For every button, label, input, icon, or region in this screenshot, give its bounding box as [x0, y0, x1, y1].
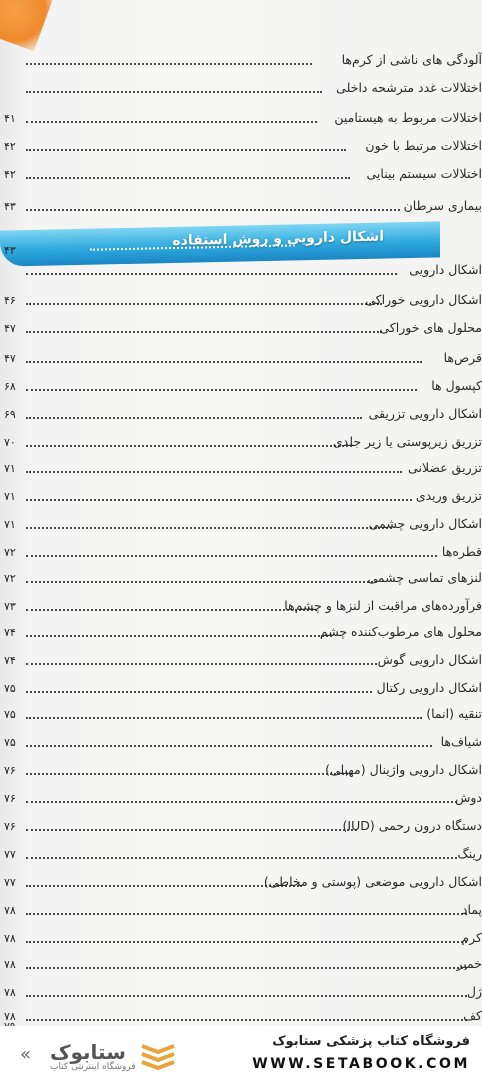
- toc-leader-dots: [26, 773, 352, 775]
- chapter-banner: [0, 221, 440, 266]
- toc-leader-dots: [26, 331, 382, 333]
- store-name: فروشگاه کتاب پزشکی ستابوک: [272, 1034, 470, 1049]
- toc-page-number: ۴۱: [4, 112, 16, 125]
- toc-entry: [4, 790, 482, 810]
- toc-entry-title: ژل: [466, 984, 482, 999]
- toc-entry-title: اختلالات سیستم بینایی: [366, 166, 482, 181]
- toc-page-number: ۷۸: [4, 986, 16, 999]
- toc-entry-title: اشکال دارویی موضعی (پوستی و مخاطی): [263, 874, 482, 889]
- toc-page-number: ۷۸: [4, 904, 16, 917]
- toc-page-number: ۷۲: [4, 546, 16, 559]
- toc-entry-title: اشکال دارویی رکتال: [376, 680, 482, 695]
- toc-entry: [4, 956, 482, 976]
- toc-entry-title: تزریق وریدی: [415, 488, 482, 503]
- toc-page-number: ۷۱: [4, 518, 16, 531]
- toc-entry: [4, 378, 482, 398]
- chapter-page-number: ۴۳: [4, 244, 16, 257]
- toc-entry: [4, 984, 482, 1004]
- toc-page-number: ۷۸: [4, 1010, 16, 1023]
- toc-entry: [4, 570, 482, 590]
- toc-leader-dots: [26, 361, 422, 363]
- toc-leader-dots: [26, 303, 382, 305]
- toc-leader-dots: [26, 149, 346, 151]
- toc-page-number: ۷۱: [4, 462, 16, 475]
- toc-page-number: ۴۳: [4, 200, 16, 213]
- toc-page-number: ۷۶: [4, 820, 16, 833]
- toc-entry-title: تزریق عضلانی: [408, 460, 482, 475]
- toc-leader-dots: [26, 663, 377, 665]
- toc-entry-title: اشکال دارویی گوش: [377, 652, 482, 667]
- toc-entry-title: خمیر: [456, 956, 482, 971]
- logo-arrows-icon: «: [20, 1044, 32, 1065]
- toc-leader-dots: [26, 121, 317, 123]
- toc-leader-dots: [26, 63, 312, 65]
- toc-entry: [4, 624, 482, 644]
- toc-page-number: ۷۰: [4, 436, 16, 449]
- toc-leader-dots: [26, 941, 467, 943]
- toc-entry: [4, 734, 482, 754]
- toc-leader-dots: [26, 471, 402, 473]
- toc-entry-title: لنزهای تماسی چشمی: [367, 570, 482, 585]
- toc-leader-dots: [26, 389, 417, 391]
- toc-leader-dots: [26, 177, 350, 179]
- toc-page-number: ۴۶: [4, 294, 16, 307]
- toc-leader-dots: [26, 609, 317, 611]
- toc-entry-title: قرص‌ها: [443, 350, 482, 365]
- toc-entry: [4, 706, 482, 726]
- toc-entry: [4, 80, 482, 100]
- toc-page-number: ۷۶: [4, 764, 16, 777]
- toc-leader-dots: [26, 555, 437, 557]
- toc-leader-dots: [26, 417, 362, 419]
- toc-entry: [4, 598, 482, 618]
- toc-page-number: ۷۷: [4, 876, 16, 889]
- toc-entry-title: اشکال دارویی: [409, 262, 482, 277]
- toc-page-number: ۶۹: [4, 408, 16, 421]
- toc-entry: [4, 652, 482, 672]
- toc-entry-title: تنقیه (انما): [426, 706, 482, 721]
- toc-entry: [4, 762, 482, 782]
- toc-entry-title: کف: [463, 1008, 482, 1023]
- orange-cover-corner: [0, 0, 61, 51]
- toc-entry: [4, 488, 482, 508]
- toc-entry: [4, 680, 482, 700]
- toc-leader-dots: [26, 829, 357, 831]
- toc-leader-dots: [26, 801, 457, 803]
- toc-leader-dots: [26, 445, 352, 447]
- toc-entry: [4, 846, 482, 866]
- toc-leader-dots: [26, 527, 392, 529]
- toc-page-number: ۷۵: [4, 736, 16, 749]
- toc-entry: [4, 138, 482, 158]
- toc-entry-title: رینگ: [457, 846, 482, 861]
- toc-entry-title: بیماری سرطان: [403, 198, 482, 213]
- toc-page-number: ۷۸: [4, 932, 16, 945]
- toc-leader-dots: [26, 581, 377, 583]
- toc-entry-title: محلول های مرطوب‌کننده چشم: [319, 624, 482, 639]
- toc-entry-title: محلول های خوراکی: [379, 320, 482, 335]
- store-url-link[interactable]: WWW.SETABOOK.COM: [252, 1056, 470, 1072]
- toc-entry-title: اختلالات مربوط به هیستامین: [334, 110, 482, 125]
- toc-entry-title: پماد: [461, 902, 482, 917]
- toc-entry: [4, 320, 482, 340]
- toc-leader-dots: [26, 857, 457, 859]
- toc-page-number: ۴۲: [4, 140, 16, 153]
- toc-page-number: ۷۵: [4, 682, 16, 695]
- toc-leader-dots: [26, 967, 467, 969]
- toc-leader-dots: [26, 745, 432, 747]
- chapter-title: اشکال دارویی و روش استفاده: [172, 228, 384, 249]
- toc-leader-dots: [26, 209, 400, 211]
- toc-entry-title: اشکال دارویی چشمی: [368, 516, 482, 531]
- toc-page-number: ۴۷: [4, 322, 16, 335]
- toc-page-number: ۴۷: [4, 352, 16, 365]
- toc-entry-title: فرآورده‌های مراقبت از لنزها و چشم‌ها: [284, 598, 482, 613]
- toc-leader-dots: [26, 635, 332, 637]
- toc-entry: [4, 818, 482, 838]
- toc-page-number: ۷۲: [4, 572, 16, 585]
- toc-entry: [4, 198, 482, 218]
- toc-entry-title: آلودگی های ناشی از کرم‌ها: [341, 52, 482, 67]
- logo-subtitle: فروشگاه اینترنتی کتاب: [50, 1062, 136, 1072]
- toc-entry-title: اختلالات غدد مترشحه داخلی: [336, 80, 482, 95]
- toc-entry: [4, 406, 482, 426]
- toc-page-number: ۴۲: [4, 168, 16, 181]
- toc-entry: [4, 544, 482, 564]
- toc-entry-title: قطره‌ها: [441, 544, 482, 559]
- toc-page-number: ۷۳: [4, 600, 16, 613]
- toc-page-number: ۷۸: [4, 958, 16, 971]
- toc-page-number: ۷۶: [4, 792, 16, 805]
- toc-leader-dots: [26, 995, 467, 997]
- book-stack-icon: [138, 1040, 178, 1070]
- toc-entry: [4, 874, 482, 894]
- toc-entry: [4, 460, 482, 480]
- toc-page-number: ۷۷: [4, 848, 16, 861]
- setabook-logo: [20, 1040, 190, 1070]
- toc-entry-title: شیاف‌ها: [440, 734, 482, 749]
- toc-page-number: ۷۵: [4, 708, 16, 721]
- toc-entry: [4, 350, 482, 370]
- toc-entry-title: کرم: [461, 930, 482, 945]
- toc-leader-dots: [26, 717, 422, 719]
- toc-entry: [4, 110, 482, 130]
- toc-entry: [4, 902, 482, 922]
- toc-entry-title: اشکال دارویی واژینال (مهبلی): [325, 762, 482, 777]
- toc-entry: [4, 434, 482, 454]
- toc-entry-title: کپسول ها: [431, 378, 482, 393]
- toc-entry: [4, 930, 482, 950]
- toc-entry-title: اشکال دارویی تزریقی: [368, 406, 482, 421]
- toc-entry-title: اشکال دارویی خوراکی: [365, 292, 482, 307]
- toc-entry-title: تزریق زیرپوستی یا زیر جلدی: [332, 434, 482, 449]
- toc-entry: [4, 516, 482, 536]
- toc-entry: [4, 52, 482, 72]
- toc-entry: [4, 292, 482, 312]
- toc-page-number: ۷۴: [4, 626, 16, 639]
- toc-leader-dots: [26, 885, 302, 887]
- toc-page-number: ۷۱: [4, 490, 16, 503]
- toc-leader-dots: [26, 913, 467, 915]
- toc-leader-dots: [26, 273, 397, 275]
- toc-entry: [4, 262, 482, 282]
- footer-bar: [0, 1026, 482, 1080]
- toc-page-number: ۷۴: [4, 654, 16, 667]
- toc-entry-title: دستگاه درون رحمی (IUD): [342, 818, 482, 833]
- toc-leader-dots: [26, 691, 372, 693]
- toc-entry-title: اختلالات مرتبط با خون: [365, 138, 482, 153]
- toc-leader-dots: [26, 91, 322, 93]
- toc-leader-dots: [26, 499, 412, 501]
- chapter-page-number-row: [4, 242, 34, 262]
- logo-brand-text: ستابوک: [50, 1040, 126, 1064]
- toc-entry-title: دوش: [455, 790, 482, 805]
- toc-entry: [4, 166, 482, 186]
- toc-page-number: ۶۸: [4, 380, 16, 393]
